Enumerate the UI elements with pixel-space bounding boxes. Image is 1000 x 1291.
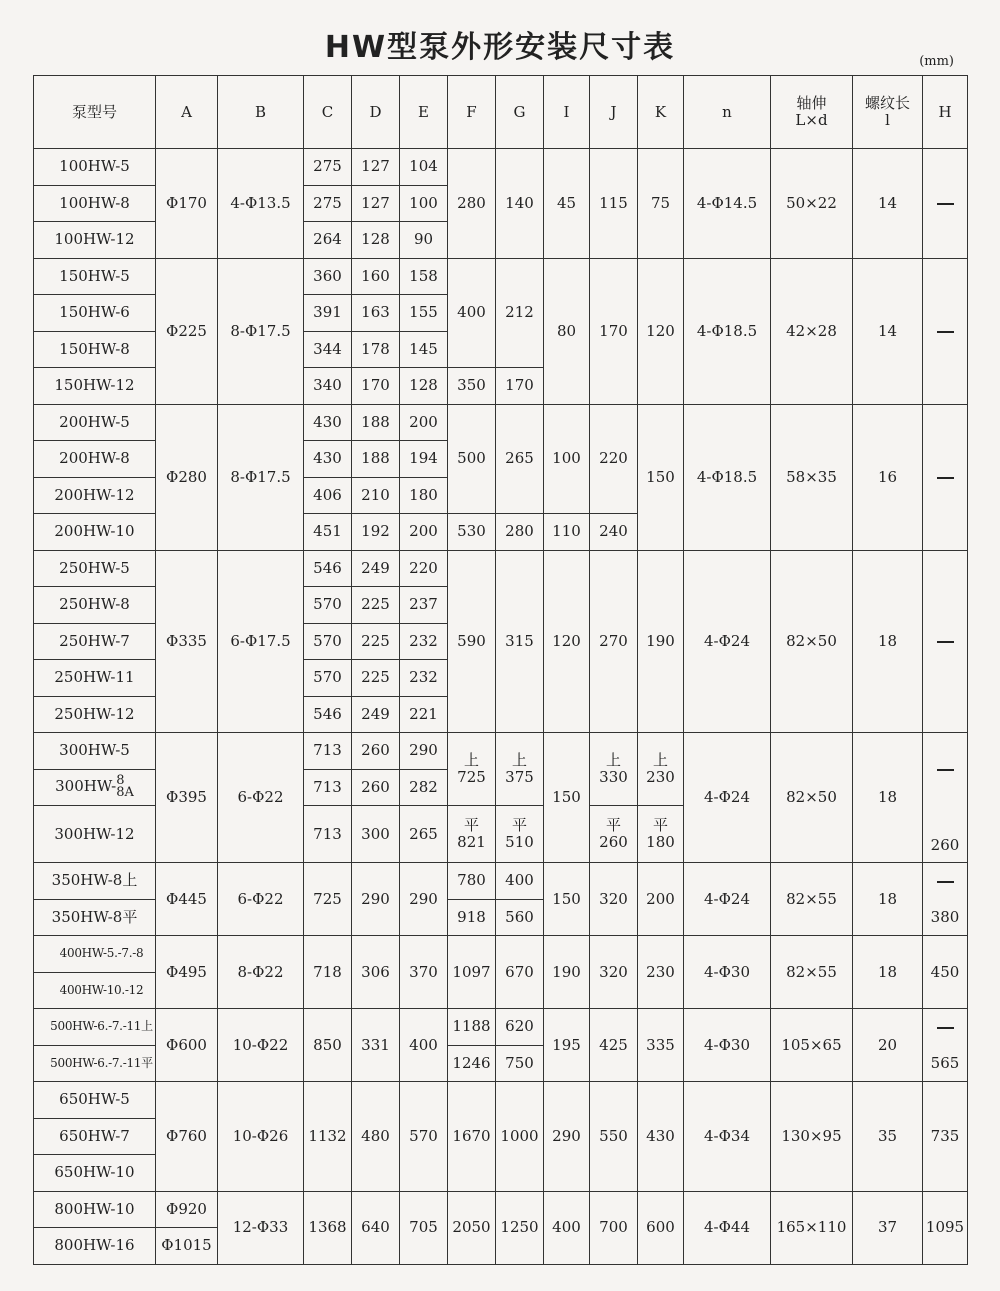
model-cell: 500HW-6.-7.-11平 bbox=[34, 1045, 156, 1082]
table-row bbox=[34, 863, 968, 900]
thread-cell: 18 bbox=[853, 863, 923, 936]
b-cell: 6-Φ22 bbox=[218, 733, 304, 863]
model-cell: 250HW-11 bbox=[34, 660, 156, 697]
shaft-cell: 82×55 bbox=[771, 863, 853, 936]
f-cell: 918 bbox=[448, 899, 496, 936]
e-cell: 155 bbox=[400, 295, 448, 332]
k-value: 180 bbox=[646, 833, 675, 851]
upper-mark: 上 bbox=[463, 751, 479, 769]
dash-mark bbox=[937, 331, 954, 333]
f-value: 821 bbox=[457, 833, 486, 851]
header-thread bbox=[853, 76, 923, 149]
c-cell: 1132 bbox=[304, 1082, 352, 1192]
g-cell: 670 bbox=[496, 936, 544, 1009]
model-cell: 800HW-10 bbox=[34, 1191, 156, 1228]
k-cell: 335 bbox=[638, 1009, 684, 1082]
model-cell: 650HW-7 bbox=[34, 1118, 156, 1155]
header-n: n bbox=[684, 76, 771, 149]
f-cell: 400 bbox=[448, 258, 496, 368]
d-cell: 163 bbox=[352, 295, 400, 332]
c-cell: 391 bbox=[304, 295, 352, 332]
g-cell: 315 bbox=[496, 550, 544, 733]
model-cell bbox=[34, 769, 156, 806]
header-i: I bbox=[544, 76, 590, 149]
b-cell: 10-Φ22 bbox=[218, 1009, 304, 1082]
f-cell bbox=[448, 733, 496, 806]
e-cell: 200 bbox=[400, 514, 448, 551]
h-cell: 260 bbox=[923, 806, 968, 863]
g-cell: 140 bbox=[496, 149, 544, 259]
g-cell: 560 bbox=[496, 899, 544, 936]
n-cell: 4-Φ44 bbox=[684, 1191, 771, 1264]
thread-cell: 18 bbox=[853, 936, 923, 1009]
dash-mark bbox=[937, 203, 954, 205]
k-cell: 120 bbox=[638, 258, 684, 404]
f-cell: 1188 bbox=[448, 1009, 496, 1046]
d-cell: 178 bbox=[352, 331, 400, 368]
b-cell: 10-Φ26 bbox=[218, 1082, 304, 1192]
e-cell: 282 bbox=[400, 769, 448, 806]
e-cell: 221 bbox=[400, 696, 448, 733]
c-cell: 275 bbox=[304, 149, 352, 186]
k-cell: 600 bbox=[638, 1191, 684, 1264]
shaft-cell: 82×50 bbox=[771, 733, 853, 863]
g-value: 375 bbox=[505, 768, 534, 786]
i-cell: 195 bbox=[544, 1009, 590, 1082]
a-cell: Φ760 bbox=[156, 1082, 218, 1192]
e-cell: 232 bbox=[400, 623, 448, 660]
c-cell: 718 bbox=[304, 936, 352, 1009]
b-cell: 8-Φ17.5 bbox=[218, 258, 304, 404]
j-cell: 115 bbox=[590, 149, 638, 259]
thread-cell: 20 bbox=[853, 1009, 923, 1082]
j-value: 330 bbox=[599, 768, 628, 786]
c-cell: 344 bbox=[304, 331, 352, 368]
h-cell bbox=[923, 550, 968, 733]
model-prefix: 300HW- bbox=[55, 777, 117, 796]
page-title: HW型泵外形安装尺寸表 bbox=[324, 30, 676, 65]
model-suffix bbox=[116, 775, 134, 799]
shaft-cell: 42×28 bbox=[771, 258, 853, 404]
n-cell: 4-Φ18.5 bbox=[684, 404, 771, 550]
c-cell: 725 bbox=[304, 863, 352, 936]
upper-mark: 上 bbox=[511, 751, 527, 769]
n-cell: 4-Φ34 bbox=[684, 1082, 771, 1192]
k-cell bbox=[638, 733, 684, 806]
k-cell: 75 bbox=[638, 149, 684, 259]
e-cell: 158 bbox=[400, 258, 448, 295]
shaft-cell: 130×95 bbox=[771, 1082, 853, 1192]
f-cell: 1246 bbox=[448, 1045, 496, 1082]
header-b: B bbox=[218, 76, 304, 149]
c-cell: 275 bbox=[304, 185, 352, 222]
model-cell: 150HW-5 bbox=[34, 258, 156, 295]
thread-cell: 14 bbox=[853, 258, 923, 404]
f-cell: 2050 bbox=[448, 1191, 496, 1264]
header-e: E bbox=[400, 76, 448, 149]
header-c: C bbox=[304, 76, 352, 149]
f-value: 725 bbox=[457, 768, 486, 786]
thread-cell: 35 bbox=[853, 1082, 923, 1192]
f-cell bbox=[448, 806, 496, 863]
table-row bbox=[34, 404, 968, 441]
header-row bbox=[34, 76, 968, 149]
d-cell: 170 bbox=[352, 368, 400, 405]
k-cell: 200 bbox=[638, 863, 684, 936]
c-cell: 264 bbox=[304, 222, 352, 259]
table-row bbox=[34, 1191, 968, 1228]
d-cell: 225 bbox=[352, 587, 400, 624]
table-row bbox=[34, 936, 968, 973]
e-cell: 220 bbox=[400, 550, 448, 587]
d-cell: 127 bbox=[352, 149, 400, 186]
i-cell: 400 bbox=[544, 1191, 590, 1264]
f-cell: 1097 bbox=[448, 936, 496, 1009]
b-cell: 12-Φ33 bbox=[218, 1191, 304, 1264]
table-row bbox=[34, 1009, 968, 1046]
unit-label: (mm) bbox=[919, 54, 954, 69]
i-cell: 290 bbox=[544, 1082, 590, 1192]
d-cell: 249 bbox=[352, 550, 400, 587]
e-cell: 237 bbox=[400, 587, 448, 624]
e-cell: 290 bbox=[400, 863, 448, 936]
c-cell: 1368 bbox=[304, 1191, 352, 1264]
d-cell: 127 bbox=[352, 185, 400, 222]
j-cell: 270 bbox=[590, 550, 638, 733]
a-cell: Φ1015 bbox=[156, 1228, 218, 1265]
h-cell bbox=[923, 863, 968, 900]
c-cell: 406 bbox=[304, 477, 352, 514]
e-cell: 180 bbox=[400, 477, 448, 514]
c-cell: 451 bbox=[304, 514, 352, 551]
j-cell bbox=[590, 806, 638, 863]
b-cell: 8-Φ17.5 bbox=[218, 404, 304, 550]
a-cell: Φ920 bbox=[156, 1191, 218, 1228]
shaft-cell: 82×55 bbox=[771, 936, 853, 1009]
e-cell: 370 bbox=[400, 936, 448, 1009]
n-cell: 4-Φ18.5 bbox=[684, 258, 771, 404]
c-cell: 570 bbox=[304, 660, 352, 697]
e-cell: 194 bbox=[400, 441, 448, 478]
d-cell: 249 bbox=[352, 696, 400, 733]
g-cell: 750 bbox=[496, 1045, 544, 1082]
model-cell: 350HW-8上 bbox=[34, 863, 156, 900]
n-cell: 4-Φ24 bbox=[684, 863, 771, 936]
h-cell bbox=[923, 733, 968, 806]
model-cell: 250HW-12 bbox=[34, 696, 156, 733]
e-cell: 104 bbox=[400, 149, 448, 186]
model-cell: 150HW-8 bbox=[34, 331, 156, 368]
c-cell: 713 bbox=[304, 806, 352, 863]
d-cell: 192 bbox=[352, 514, 400, 551]
shaft-cell: 105×65 bbox=[771, 1009, 853, 1082]
header-f: F bbox=[448, 76, 496, 149]
f-cell: 350 bbox=[448, 368, 496, 405]
b-cell: 4-Φ13.5 bbox=[218, 149, 304, 259]
shaft-cell: 82×50 bbox=[771, 550, 853, 733]
d-cell: 290 bbox=[352, 863, 400, 936]
header-shaft-line1: 轴伸 bbox=[796, 94, 827, 112]
model-cell: 250HW-8 bbox=[34, 587, 156, 624]
c-cell: 430 bbox=[304, 404, 352, 441]
e-cell: 145 bbox=[400, 331, 448, 368]
f-cell: 780 bbox=[448, 863, 496, 900]
e-cell: 705 bbox=[400, 1191, 448, 1264]
a-cell: Φ495 bbox=[156, 936, 218, 1009]
flat-mark: 平 bbox=[463, 816, 479, 834]
h-cell: 380 bbox=[923, 899, 968, 936]
model-suffix-bottom: 8A bbox=[116, 785, 134, 801]
upper-mark: 上 bbox=[605, 751, 621, 769]
j-cell: 240 bbox=[590, 514, 638, 551]
header-model: 泵型号 bbox=[34, 76, 156, 149]
header-h: H bbox=[923, 76, 968, 149]
n-cell: 4-Φ24 bbox=[684, 733, 771, 863]
j-cell bbox=[590, 733, 638, 806]
a-cell: Φ225 bbox=[156, 258, 218, 404]
model-cell: 200HW-8 bbox=[34, 441, 156, 478]
e-cell: 570 bbox=[400, 1082, 448, 1192]
d-cell: 306 bbox=[352, 936, 400, 1009]
j-cell: 170 bbox=[590, 258, 638, 404]
c-cell: 546 bbox=[304, 696, 352, 733]
model-cell: 300HW-5 bbox=[34, 733, 156, 770]
model-cell: 100HW-5 bbox=[34, 149, 156, 186]
thread-cell: 18 bbox=[853, 550, 923, 733]
a-cell: Φ395 bbox=[156, 733, 218, 863]
header-thread-line1: 螺纹长 bbox=[864, 94, 910, 112]
d-cell: 188 bbox=[352, 404, 400, 441]
j-cell: 220 bbox=[590, 404, 638, 514]
k-cell: 190 bbox=[638, 550, 684, 733]
table-row bbox=[34, 733, 968, 770]
model-cell: 150HW-12 bbox=[34, 368, 156, 405]
model-cell: 100HW-12 bbox=[34, 222, 156, 259]
d-cell: 128 bbox=[352, 222, 400, 259]
h-cell: 565 bbox=[923, 1045, 968, 1082]
dash-mark bbox=[937, 1027, 954, 1029]
i-cell: 120 bbox=[544, 550, 590, 733]
model-cell: 100HW-8 bbox=[34, 185, 156, 222]
j-cell: 550 bbox=[590, 1082, 638, 1192]
c-cell: 570 bbox=[304, 623, 352, 660]
j-value: 260 bbox=[599, 833, 628, 851]
model-cell: 350HW-8平 bbox=[34, 899, 156, 936]
j-cell: 320 bbox=[590, 936, 638, 1009]
header-j: J bbox=[590, 76, 638, 149]
header-d: D bbox=[352, 76, 400, 149]
f-cell: 280 bbox=[448, 149, 496, 259]
g-cell: 1250 bbox=[496, 1191, 544, 1264]
h-cell: 1095 bbox=[923, 1191, 968, 1264]
e-cell: 100 bbox=[400, 185, 448, 222]
dimension-table bbox=[33, 75, 968, 1265]
j-cell: 320 bbox=[590, 863, 638, 936]
j-cell: 425 bbox=[590, 1009, 638, 1082]
d-cell: 260 bbox=[352, 769, 400, 806]
g-cell bbox=[496, 806, 544, 863]
i-cell: 100 bbox=[544, 404, 590, 514]
e-cell: 400 bbox=[400, 1009, 448, 1082]
model-cell: 400HW-10.-12 bbox=[34, 972, 156, 1009]
d-cell: 210 bbox=[352, 477, 400, 514]
c-cell: 850 bbox=[304, 1009, 352, 1082]
model-cell: 650HW-5 bbox=[34, 1082, 156, 1119]
g-cell: 265 bbox=[496, 404, 544, 514]
k-cell: 230 bbox=[638, 936, 684, 1009]
g-value: 510 bbox=[505, 833, 534, 851]
b-cell: 6-Φ22 bbox=[218, 863, 304, 936]
i-cell: 190 bbox=[544, 936, 590, 1009]
e-cell: 128 bbox=[400, 368, 448, 405]
c-cell: 713 bbox=[304, 769, 352, 806]
e-cell: 90 bbox=[400, 222, 448, 259]
g-cell: 400 bbox=[496, 863, 544, 900]
model-cell: 650HW-10 bbox=[34, 1155, 156, 1192]
shaft-cell: 50×22 bbox=[771, 149, 853, 259]
dash-mark bbox=[937, 881, 954, 883]
model-cell: 500HW-6.-7.-11上 bbox=[34, 1009, 156, 1046]
thread-cell: 37 bbox=[853, 1191, 923, 1264]
table-row bbox=[34, 258, 968, 295]
model-cell: 300HW-12 bbox=[34, 806, 156, 863]
header-shaft bbox=[771, 76, 853, 149]
h-cell bbox=[923, 404, 968, 550]
d-cell: 300 bbox=[352, 806, 400, 863]
c-cell: 713 bbox=[304, 733, 352, 770]
flat-mark: 平 bbox=[511, 816, 527, 834]
n-cell: 4-Φ30 bbox=[684, 1009, 771, 1082]
c-cell: 360 bbox=[304, 258, 352, 295]
model-cell: 250HW-7 bbox=[34, 623, 156, 660]
model-cell: 200HW-12 bbox=[34, 477, 156, 514]
h-cell bbox=[923, 1009, 968, 1046]
d-cell: 640 bbox=[352, 1191, 400, 1264]
f-cell: 530 bbox=[448, 514, 496, 551]
h-cell: 450 bbox=[923, 936, 968, 1009]
n-cell: 4-Φ14.5 bbox=[684, 149, 771, 259]
a-cell: Φ335 bbox=[156, 550, 218, 733]
i-cell: 110 bbox=[544, 514, 590, 551]
g-cell bbox=[496, 733, 544, 806]
model-cell: 200HW-5 bbox=[34, 404, 156, 441]
model-cell: 400HW-5.-7.-8 bbox=[34, 936, 156, 973]
h-cell: 735 bbox=[923, 1082, 968, 1192]
i-cell: 150 bbox=[544, 863, 590, 936]
table-row bbox=[34, 149, 968, 186]
e-cell: 265 bbox=[400, 806, 448, 863]
h-cell bbox=[923, 258, 968, 404]
b-cell: 6-Φ17.5 bbox=[218, 550, 304, 733]
n-cell: 4-Φ24 bbox=[684, 550, 771, 733]
model-cell: 800HW-16 bbox=[34, 1228, 156, 1265]
flat-mark: 平 bbox=[652, 816, 668, 834]
flat-mark: 平 bbox=[605, 816, 621, 834]
header-g: G bbox=[496, 76, 544, 149]
c-cell: 570 bbox=[304, 587, 352, 624]
thread-cell: 18 bbox=[853, 733, 923, 863]
header-k: K bbox=[638, 76, 684, 149]
g-cell: 280 bbox=[496, 514, 544, 551]
model-cell: 200HW-10 bbox=[34, 514, 156, 551]
d-cell: 160 bbox=[352, 258, 400, 295]
b-cell: 8-Φ22 bbox=[218, 936, 304, 1009]
dash-mark bbox=[937, 769, 954, 771]
d-cell: 331 bbox=[352, 1009, 400, 1082]
f-cell: 1670 bbox=[448, 1082, 496, 1192]
n-cell: 4-Φ30 bbox=[684, 936, 771, 1009]
d-cell: 260 bbox=[352, 733, 400, 770]
k-cell: 150 bbox=[638, 404, 684, 550]
g-cell: 212 bbox=[496, 258, 544, 368]
c-cell: 340 bbox=[304, 368, 352, 405]
dash-mark bbox=[937, 477, 954, 479]
i-cell: 80 bbox=[544, 258, 590, 404]
j-cell: 700 bbox=[590, 1191, 638, 1264]
thread-cell: 16 bbox=[853, 404, 923, 550]
i-cell: 150 bbox=[544, 733, 590, 863]
model-cell: 250HW-5 bbox=[34, 550, 156, 587]
model-suffix-top: 8 bbox=[116, 773, 125, 789]
table-row bbox=[34, 550, 968, 587]
h-cell bbox=[923, 149, 968, 259]
f-cell: 500 bbox=[448, 404, 496, 514]
d-cell: 188 bbox=[352, 441, 400, 478]
a-cell: Φ280 bbox=[156, 404, 218, 550]
table-row bbox=[34, 1082, 968, 1119]
g-cell: 620 bbox=[496, 1009, 544, 1046]
g-cell: 170 bbox=[496, 368, 544, 405]
k-cell: 430 bbox=[638, 1082, 684, 1192]
d-cell: 225 bbox=[352, 660, 400, 697]
f-cell: 590 bbox=[448, 550, 496, 733]
k-value: 230 bbox=[646, 768, 675, 786]
upper-mark: 上 bbox=[652, 751, 668, 769]
dash-mark bbox=[937, 641, 954, 643]
e-cell: 232 bbox=[400, 660, 448, 697]
a-cell: Φ445 bbox=[156, 863, 218, 936]
thread-cell: 14 bbox=[853, 149, 923, 259]
d-cell: 225 bbox=[352, 623, 400, 660]
c-cell: 546 bbox=[304, 550, 352, 587]
c-cell: 430 bbox=[304, 441, 352, 478]
i-cell: 45 bbox=[544, 149, 590, 259]
shaft-cell: 165×110 bbox=[771, 1191, 853, 1264]
e-cell: 200 bbox=[400, 404, 448, 441]
shaft-cell: 58×35 bbox=[771, 404, 853, 550]
header-shaft-line2: L×d bbox=[795, 111, 828, 129]
e-cell: 290 bbox=[400, 733, 448, 770]
a-cell: Φ600 bbox=[156, 1009, 218, 1082]
header-thread-line2: l bbox=[885, 111, 890, 129]
header-a: A bbox=[156, 76, 218, 149]
d-cell: 480 bbox=[352, 1082, 400, 1192]
model-cell: 150HW-6 bbox=[34, 295, 156, 332]
a-cell: Φ170 bbox=[156, 149, 218, 259]
k-cell bbox=[638, 806, 684, 863]
g-cell: 1000 bbox=[496, 1082, 544, 1192]
